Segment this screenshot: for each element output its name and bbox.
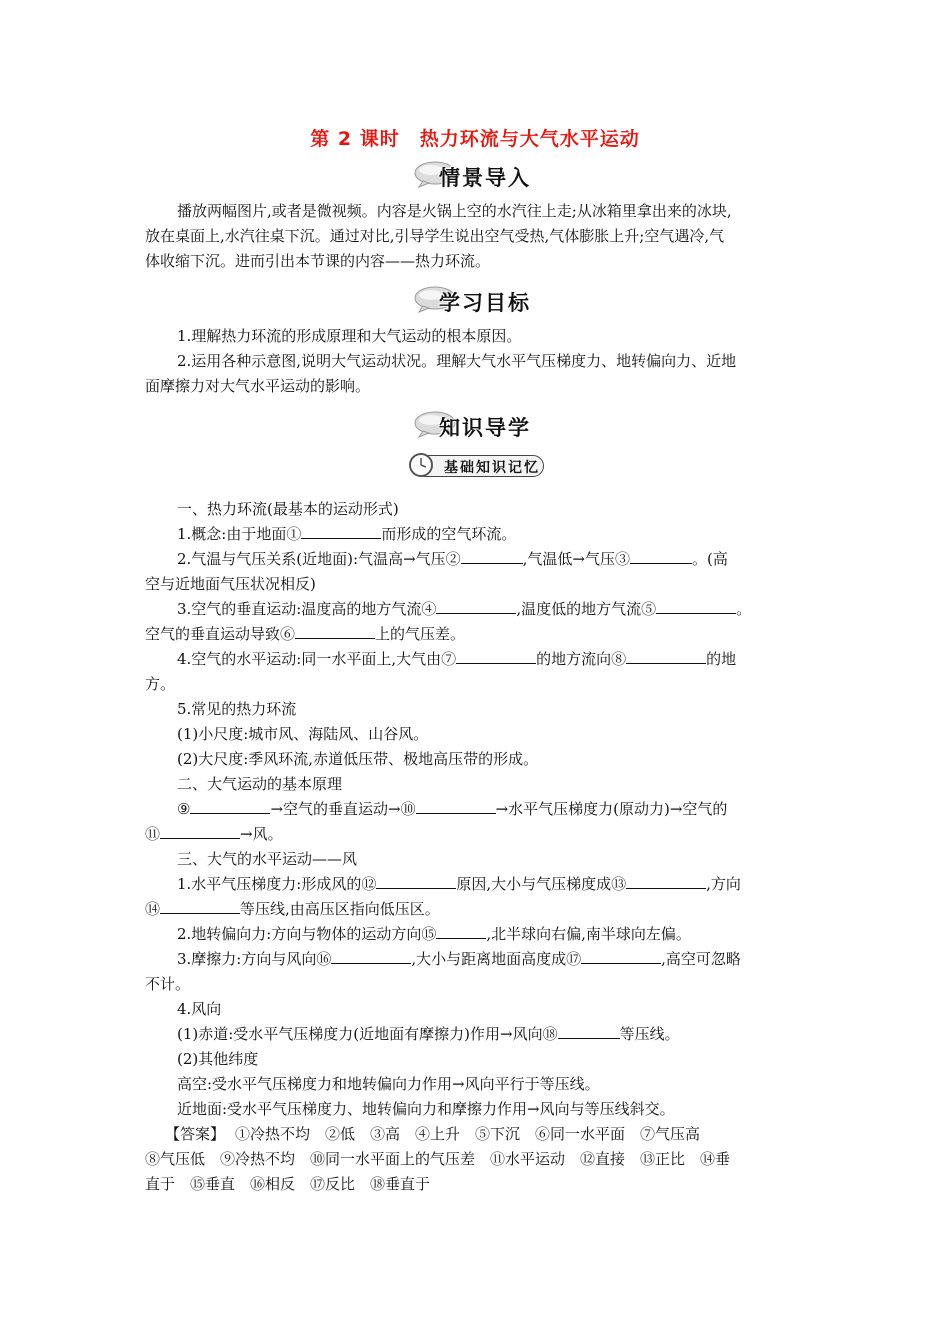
heading-thermal-circulation: 一、热力环流(最基本的运动形式) — [177, 500, 399, 518]
section-badge-knowledge — [413, 408, 543, 442]
item-upper-air: 高空:受水平气压梯度力和地转偏向力作用→风向平行于等压线。 — [177, 1075, 600, 1093]
answer-line-3: 直于 ⑮垂直 ⑯相反 ⑰反比 ⑱垂直于 — [145, 1175, 431, 1193]
item-principle-chain-cont: ⑪ →风。 — [145, 825, 283, 843]
section-title-knowledge: 知识导学 — [439, 416, 531, 440]
item-friction-cont: 不计。 — [145, 975, 191, 993]
item-other-latitudes: (2)其他纬度 — [177, 1050, 259, 1068]
section-badge-goals — [413, 283, 543, 317]
intro-line-1: 播放两幅图片,或者是微视频。内容是火锅上空的水汽往上走;从冰箱里拿出来的冰块, — [177, 202, 732, 220]
goal-line-1: 1.理解热力环流的形成原理和大气运动的根本原因。 — [177, 327, 522, 345]
item-vertical-motion-cont: 空气的垂直运动导致⑥ 上的气压差。 — [145, 625, 466, 643]
item-common-circulation: 5.常见的热力环流 — [177, 700, 297, 718]
intro-line-3: 体收缩下沉。进而引出本节课的内容——热力环流。 — [145, 252, 491, 270]
item-coriolis: 2.地转偏向力:方向与物体的运动方向⑮ ,北半球向右偏,南半球向左偏。 — [177, 925, 691, 943]
section-title-goals: 学习目标 — [439, 291, 531, 315]
item-pressure-gradient: 1.水平气压梯度力:形成风的⑫ 原因,大小与气压梯度成⑬ ,方向 — [177, 875, 741, 893]
section-title-basic: 基础知识记忆 — [444, 460, 540, 476]
section-title-intro: 情景导入 — [439, 166, 531, 190]
heading-horizontal-wind: 三、大气的水平运动——风 — [177, 850, 358, 868]
item-small-scale: (1)小尺度:城市风、海陆风、山谷风。 — [177, 725, 429, 743]
goal-line-2: 2.运用各种示意图,说明大气运动状况。理解大气水平气压梯度力、地转偏向力、近地 — [177, 352, 737, 370]
item-principle-chain: ⑨ →空气的垂直运动→⑩ →水平气压梯度力(原动力)→空气的 — [177, 800, 728, 818]
item-equator: (1)赤道:受水平气压梯度力(近地面有摩擦力)作用→风向⑱ 等压线。 — [177, 1025, 680, 1043]
item-temp-pressure: 2.气温与气压关系(近地面):气温高→气压② ,气温低→气压③ 。(高 — [177, 550, 728, 568]
item-wind-direction: 4.风向 — [177, 1000, 222, 1018]
item-large-scale: (2)大尺度:季风环流,赤道低压带、极地高压带的形成。 — [177, 750, 539, 768]
item-concept: 1.概念:由于地面① 而形成的空气环流。 — [177, 525, 517, 543]
item-near-surface: 近地面:受水平气压梯度力、地转偏向力和摩擦力作用→风向与等压线斜交。 — [177, 1100, 675, 1118]
answer-line-1: 【答案】 ①冷热不均 ②低 ③高 ④上升 ⑤下沉 ⑥同一水平面 ⑦气压高 — [165, 1125, 701, 1143]
item-horizontal-motion: 4.空气的水平运动:同一水平面上,大气由⑦ 的地方流向⑧ 的地 — [177, 650, 737, 668]
item-vertical-motion: 3.空气的垂直运动:温度高的地方气流④ ,温度低的地方气流⑤ 。 — [177, 600, 752, 618]
answer-line-2: ⑧气压低 ⑨冷热不均 ⑩同一水平面上的气压差 ⑪水平运动 ⑫直接 ⑬正比 ⑭垂 — [145, 1150, 731, 1168]
item-pressure-gradient-cont: ⑭ 等压线,由高压区指向低压区。 — [145, 900, 440, 918]
section-badge-basic — [408, 451, 544, 479]
intro-line-2: 放在桌面上,水汽往桌下沉。通过对比,引导学生说出空气受热,气体膨胀上升;空气遇冷,气 — [145, 227, 725, 245]
item-friction: 3.摩擦力:方向与风向⑯ ,大小与距离地面高度成⑰ ,高空可忽略 — [177, 950, 741, 968]
item-horizontal-motion-cont: 方。 — [145, 675, 176, 693]
section-badge-intro — [413, 158, 543, 192]
page-title: 第 2 课时 热力环流与大气水平运动 — [310, 128, 640, 150]
clock-icon — [408, 452, 434, 478]
heading-basic-principle: 二、大气运动的基本原理 — [177, 775, 343, 793]
item-temp-pressure-cont: 空与近地面气压状况相反) — [145, 575, 316, 593]
answer-label: 【答案】 — [165, 1125, 226, 1143]
goal-line-3: 面摩擦力对大气水平运动的影响。 — [145, 377, 371, 395]
